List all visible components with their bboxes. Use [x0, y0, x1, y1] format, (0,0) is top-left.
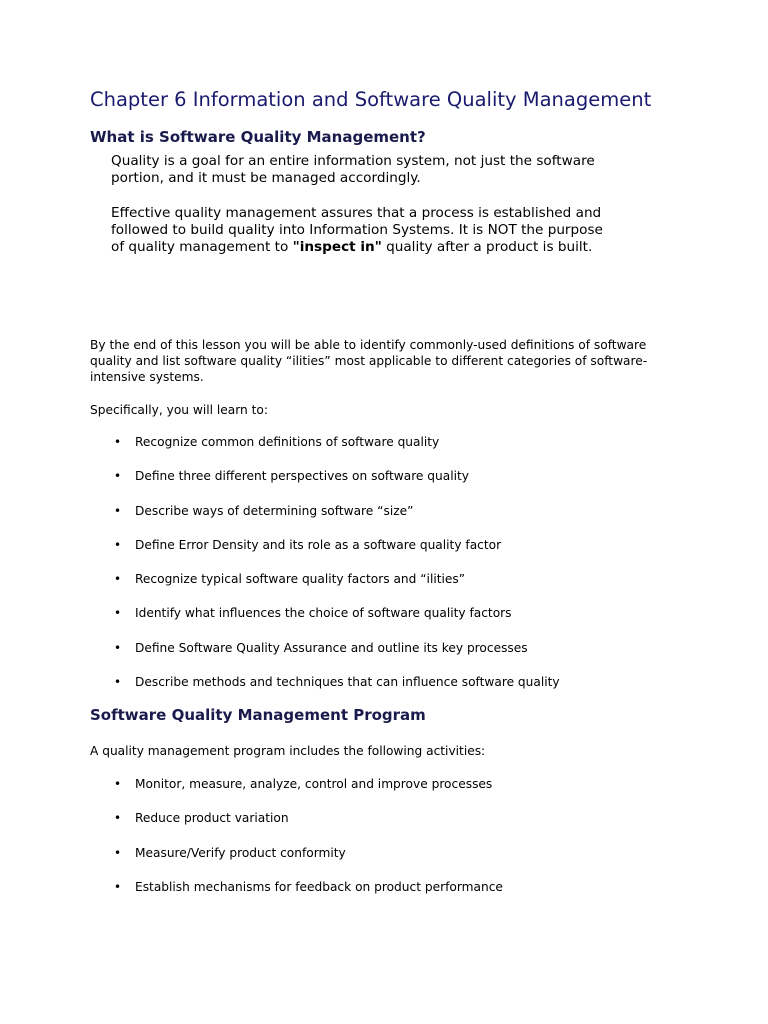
intro-paragraph-effective-qm — [111, 205, 611, 256]
list-item-text: Reduce product variation — [135, 811, 289, 826]
list-item-text: Recognize common definitions of software quality — [135, 435, 440, 449]
bullet-icon: • — [114, 675, 122, 690]
bullet-icon: • — [114, 811, 122, 826]
list-item — [90, 879, 690, 913]
list-item-text: Establish mechanisms for feedback on product performance — [135, 879, 503, 894]
bullet-icon: • — [114, 777, 122, 791]
activities-list — [90, 776, 690, 913]
list-item-text: Describe methods and techniques that can influence software quality — [135, 675, 560, 690]
intro-paragraph-quality-goal: Quality is a goal for an entire information system, not just the software portion, and it must be managed accordingly. — [111, 153, 595, 186]
emphasis-inspect-in: "inspect in" — [292, 239, 382, 255]
list-item-text: Recognize typical software quality factors and “ilities” — [135, 572, 466, 587]
list-item-text: Describe ways of determining software “size” — [135, 503, 414, 518]
bullet-icon: • — [114, 503, 122, 518]
list-item-text: Measure/Verify product conformity — [135, 845, 346, 860]
bullet-icon: • — [114, 572, 122, 587]
list-item-text: Define Error Density and its role as a software quality factor — [135, 537, 502, 552]
list-item — [90, 640, 690, 674]
lesson-intro-paragraph: By the end of this lesson you will be able to identify commonly-used definitions of software quality and list software quality “ilities” most applicable to different categories of software-intensive systems. — [90, 338, 648, 384]
intro-paragraph-text-part1: Effective quality management assures that a process is established and followed to build quality into Information Systems. It is NOT the purpose of quality management to — [111, 205, 603, 255]
list-item — [90, 845, 690, 879]
bullet-icon: • — [114, 879, 122, 894]
list-item — [90, 537, 690, 571]
list-item — [90, 434, 690, 468]
list-item — [90, 503, 690, 537]
specifically-paragraph: Specifically, you will learn to: — [90, 403, 268, 417]
list-item — [90, 468, 690, 502]
list-item — [90, 674, 690, 708]
bullet-icon: • — [114, 469, 122, 484]
bullet-icon: • — [114, 537, 122, 552]
objectives-list — [90, 434, 690, 708]
section-heading-what-is-sqm: What is Software Quality Management? — [90, 128, 426, 146]
bullet-icon: • — [114, 435, 122, 449]
list-item-text: Identify what influences the choice of software quality factors — [135, 606, 512, 621]
bullet-icon: • — [114, 606, 122, 621]
list-item — [90, 810, 690, 844]
list-item-text: Define three different perspectives on software quality — [135, 469, 469, 484]
intro-paragraph-text-part2: quality after a product is built. — [381, 239, 593, 255]
bullet-icon: • — [114, 640, 122, 655]
bullet-icon: • — [114, 845, 122, 860]
list-item — [90, 605, 690, 639]
list-item-text: Monitor, measure, analyze, control and improve processes — [135, 777, 493, 791]
list-item — [90, 571, 690, 605]
section-heading-sqm-program: Software Quality Management Program — [90, 706, 426, 724]
list-item-text: Define Software Quality Assurance and outline its key processes — [135, 640, 528, 655]
chapter-title: Chapter 6 Information and Software Quality Management — [90, 88, 652, 111]
list-item — [90, 776, 690, 810]
program-intro-paragraph: A quality management program includes the following activities: — [90, 744, 486, 758]
